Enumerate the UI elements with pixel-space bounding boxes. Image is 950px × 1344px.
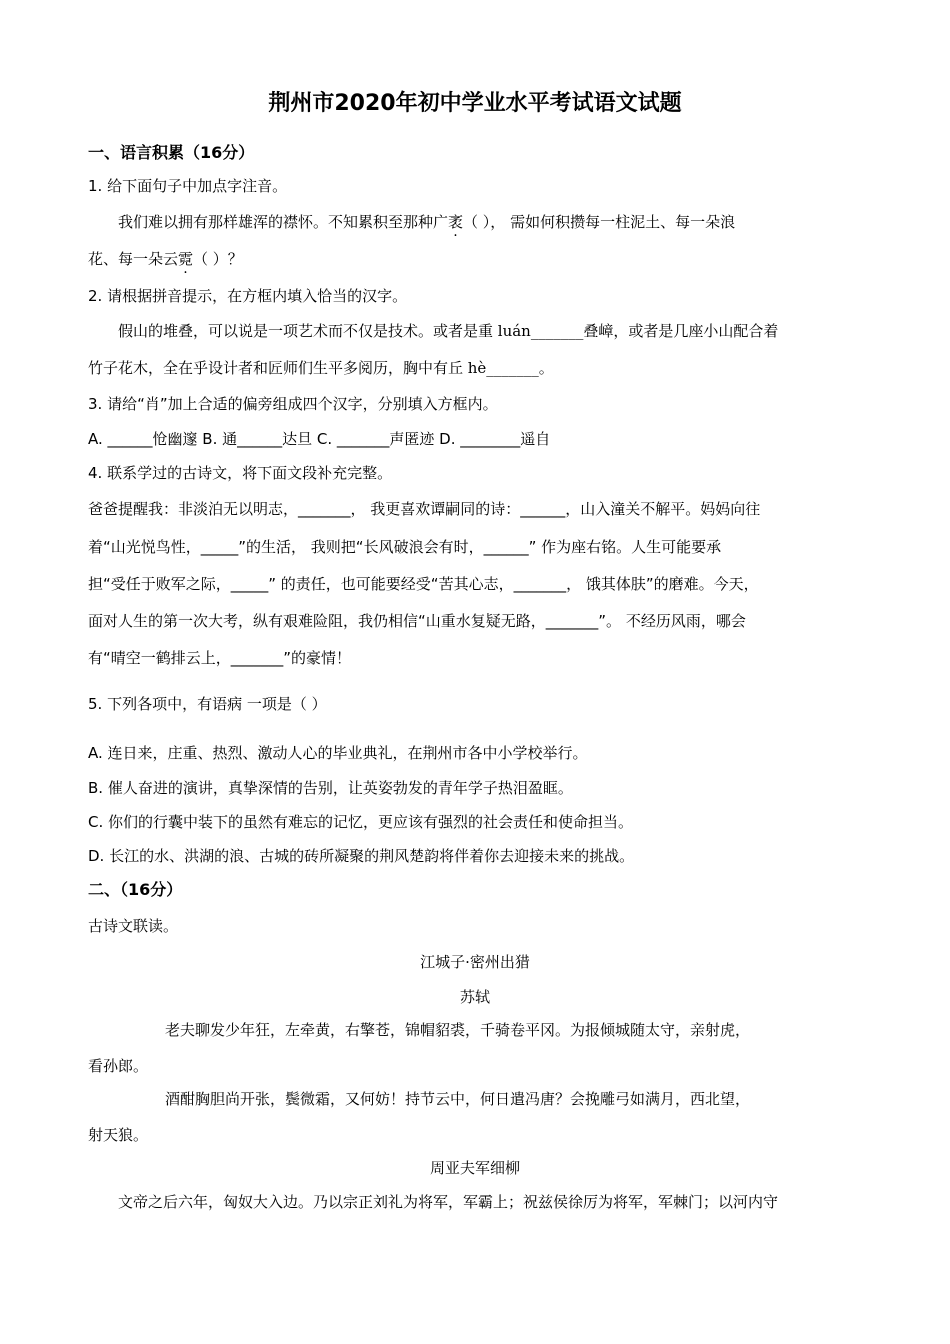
q2-prompt: 2. 请根据拼音提示，在方框内填入恰当的汉字。 [88,287,408,305]
q4-line: 爸爸提醒我：非淡泊无以明志，_______， 我更喜欢谭嗣同的诗：______，山入潼关不解平。妈妈向往 [88,500,761,518]
prose-line: 文帝之后六年，匈奴大入边。乃以宗正刘礼为将军，军霸上；祝兹侯徐厉为将军，军棘门；以河内守 [118,1193,779,1211]
q3-prompt: 3. 请给“肖”加上合适的偏旁组成四个汉字，分别填入方框内。 [88,395,498,413]
q3-options: A. ______怆幽邃 B. 通______达旦 C. _______声匿迹 D. ________遥自 [88,430,551,448]
poem-line: 看孙郎。 [88,1057,149,1075]
q4-prompt: 4. 联系学过的古诗文，将下面文段补充完整。 [88,464,393,482]
q4-line: 着“山光悦鸟性，_____”的生活， 我则把“长风破浪会有时，______” 作为座右铭。人生可能要承 [88,538,722,556]
q4-line: 有“晴空一鹤排云上，_______”的豪情！ [88,649,352,667]
q1-line1-text-a: 我们难以拥有那样雄浑的襟怀。不知累积至那种广 [118,213,449,231]
q1-line1 [118,212,735,232]
q1-line2 [88,249,243,269]
section1-heading: 一、语言积累（16分） [88,143,255,162]
q1-dotted-char-2: 霓 [178,250,194,268]
poem-line: 老夫聊发少年狂，左牵黄，右擎苍，锦帽貂裘，千骑卷平冈。为报倾城随太守，亲射虎， [165,1021,751,1039]
q5-prompt: 5. 下列各项中，有语病 一项是（ ） [88,695,327,713]
q4-line: 面对人生的第一次大考，纵有艰难险阻，我仍相信“山重水复疑无路，_______”。 不经历风雨，哪会 [88,612,746,630]
poem-author: 苏轼 [459,988,490,1006]
q5-option-a: A. 连日来，庄重、热烈、激动人心的毕业典礼，在荆州市各中小学校举行。 [88,744,588,762]
q1-line2-text-a: 花、每一朵云 [88,250,179,268]
prose-title: 周亚夫军细柳 [429,1159,520,1177]
q5-option-d: D. 长江的水、洪湖的浪、古城的砖所凝聚的荆风楚韵将伴着你去迎接未来的挑战。 [88,847,635,865]
q1-dotted-char-1: 袤 [448,213,464,231]
q4-line: 担“受任于败军之际，_____” 的责任，也可能要经受“苦其心志，_______， 饿其体肤”的磨难。今天， [88,575,759,593]
q5-option-c: C. 你们的行囊中装下的虽然有难忘的记忆，更应该有强烈的社会责任和使命担当。 [88,813,634,831]
poem-line: 射天狼。 [88,1126,149,1144]
poem-title: 江城子·密州出猎 [420,953,530,971]
section2-heading: 二、（16分） [88,880,183,899]
q1-line2-text-b: （ ）？ [193,250,243,268]
q5-option-b: B. 催人奋进的演讲，真挚深情的告别，让英姿勃发的青年学子热泪盈眶。 [88,779,573,797]
q2-line1: 假山的堆叠，可以说是一项艺术而不仅是技术。或者是重 luán_______叠嶂，或者是几座小山配合着 [118,322,779,340]
q1-line1-text-b: （ ）， 需如何积攒每一柱泥土、每一朵浪 [463,213,736,231]
section2-intro: 古诗文联读。 [88,917,179,935]
poem-line: 酒酣胸胆尚开张，鬓微霜，又何妨！持节云中，何日遣冯唐？会挽雕弓如满月，西北望， [165,1090,751,1108]
page-title: 荆州市2020年初中学业水平考试语文试题 [268,91,682,116]
q2-line2: 竹子花木，全在乎设计者和匠师们生平多阅历，胸中有丘 hè_______。 [88,359,554,377]
q1-prompt: 1. 给下面句子中加点字注音。 [88,177,288,195]
